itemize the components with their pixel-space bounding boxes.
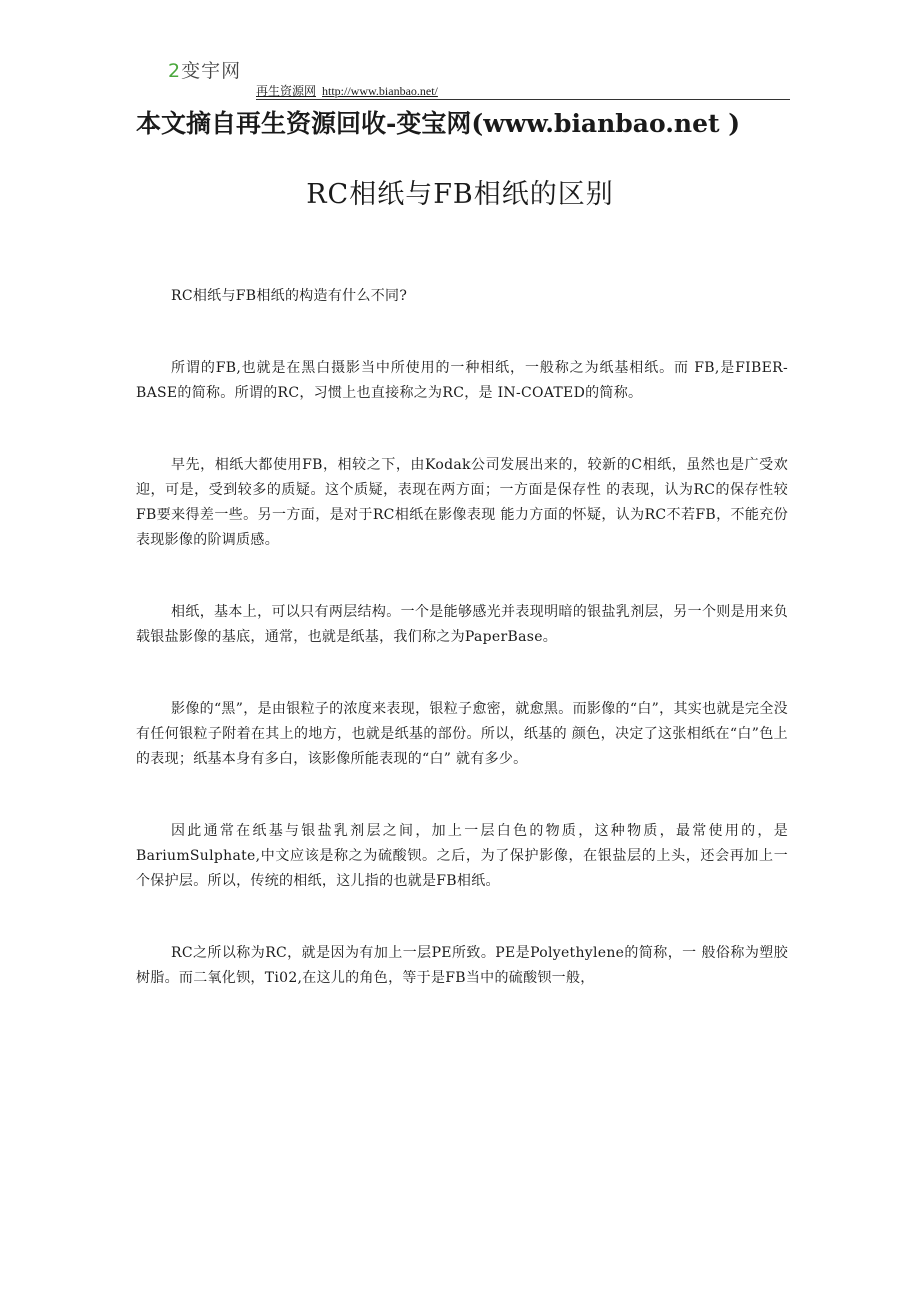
paragraph: RC之所以称为RC，就是因为有加上一层PE所致。PE是Polyethylene的简称，一 般俗称为塑胶树脂。而二氧化钡，Ti02,在这儿的角色，等于是FB当中的硫酸钡一般， — [136, 945, 788, 986]
site-header-line — [256, 84, 790, 100]
site-url-link[interactable]: http://www.bianbao.net/ — [322, 84, 438, 98]
document-title: RC相纸与FB相纸的区别 — [306, 179, 614, 210]
paragraph: 早先，相纸大都使用FB，相较之下，由Kodak公司发展出来的，较新的C相纸，虽然也是广受欢迎，可是，受到较多的质疑。这个质疑，表现在两方面；一方面是保存性 的表现，认为RC的保存性较FB要来得差一些。另一方面，是对于RC相纸在影像表现 能力方面的怀疑，认为RC不若FB，不能充份表现影像的阶调质感。 — [136, 457, 788, 548]
site-logo — [168, 56, 241, 83]
logo-text: 变宇网 — [181, 60, 242, 82]
paragraph-question: RC相纸与FB相纸的构造有什么不同? — [171, 288, 408, 304]
document-body — [136, 284, 788, 1038]
paragraph: 相纸，基本上，可以只有两层结构。一个是能够感光并表现明暗的银盐乳剂层，另一个则是用来负载银盐影像的基底，通常，也就是纸基，我们称之为PaperBase。 — [136, 604, 788, 645]
paragraph: 所谓的FB,也就是在黑白摄影当中所使用的一种相纸，一般称之为纸基相纸。而 FB,是FIBER-BASE的简称。所谓的RC，习惯上也直接称之为RC，是 IN-COATED的简称。 — [136, 360, 788, 401]
logo-number: 2 — [168, 60, 182, 82]
paragraph: 因此通常在纸基与银盐乳剂层之间，加上一层白色的物质，这种物质，最常使用的，是BariumSulphate,中文应该是称之为硫酸钡。之后，为了保护影像，在银盐层的上头，还会再加上一个保护层。所以，传统的相纸，这儿指的也就是FB相纸。 — [136, 823, 788, 889]
paragraph: 影像的“黑”，是由银粒子的浓度来表现，银粒子愈密，就愈黑。而影像的“白”，其实也就是完全没有任何银粒子附着在其上的地方，也就是纸基的部份。所以，纸基的 颜色，决定了这张相纸在“白”色上的表现；纸基本身有多白，该影像所能表现的“白” 就有多少。 — [136, 701, 788, 767]
source-headline: 本文摘自再生资源回收-变宝网(www.bianbao.net ) — [136, 109, 741, 138]
site-name-link[interactable]: 再生资源网 — [256, 84, 317, 98]
